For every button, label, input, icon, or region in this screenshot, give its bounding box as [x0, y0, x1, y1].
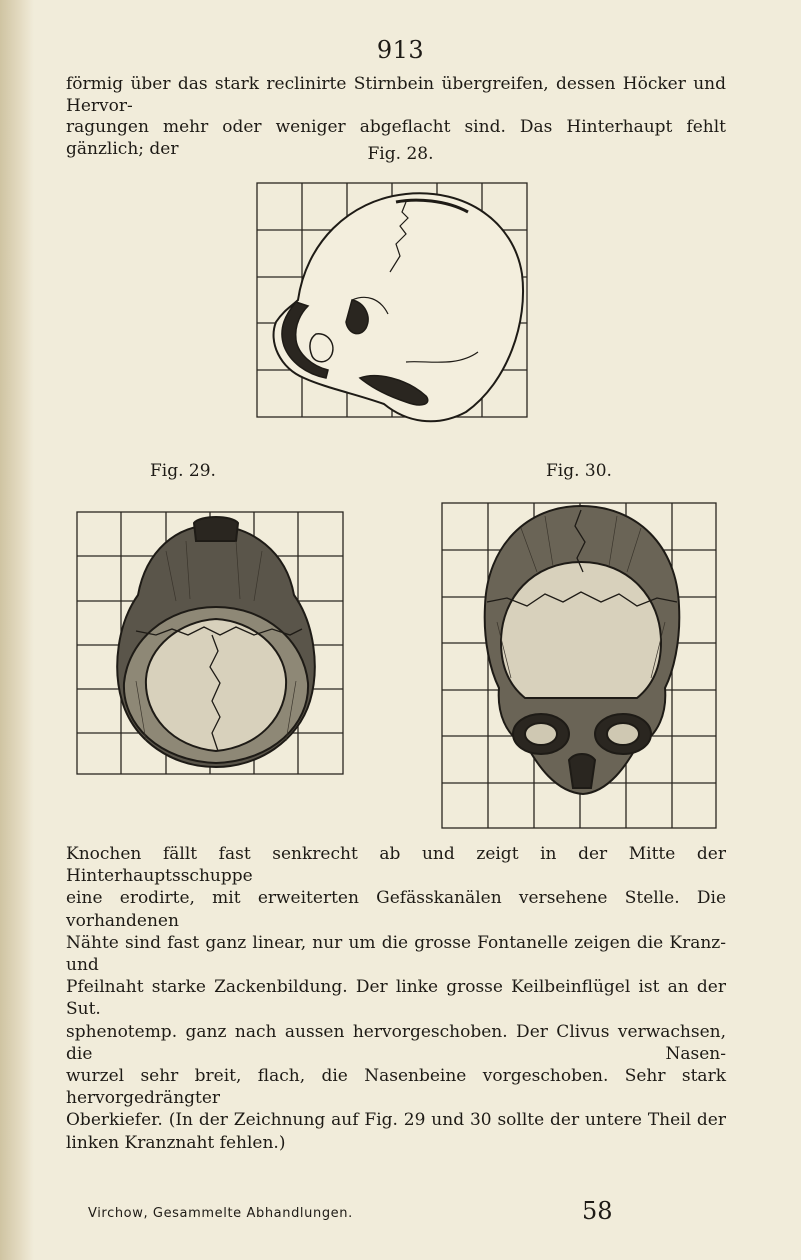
text-line: Nähte sind fast ganz linear, nur um die grosse Fontanelle zeigen die Kranz- und [66, 932, 726, 976]
text-line: eine erodirte, mit erweiterten Gefässkanälen versehene Stelle. Die vorhandenen [66, 888, 726, 931]
figure-28-caption: Fig. 28. [367, 144, 434, 164]
footer-source: Virchow, Gesammelte Abhandlungen. [88, 1206, 353, 1221]
bottom-paragraph [66, 843, 726, 1154]
figure-28-drawing [256, 182, 531, 423]
text-line: Knochen fällt fast senkrecht ab und zeigt in der Mitte der Hinterhauptsschuppe [66, 844, 726, 887]
sheet-number: 58 [582, 1197, 613, 1225]
figure-30-caption: Fig. 30. [546, 461, 612, 481]
skull-lateral-illustration [256, 182, 531, 423]
page-number: 913 [376, 36, 425, 64]
figure-29-caption: Fig. 29. [150, 461, 216, 481]
figure-29-drawing [76, 511, 346, 777]
skull-front-top-illustration [441, 502, 719, 831]
skull-outline [117, 517, 315, 767]
figure-30-drawing [441, 502, 719, 831]
text-line: Pfeilnaht starke Zackenbildung. Der linke grosse Keilbeinflügel ist an der Sut. [66, 977, 726, 1020]
text-line: wurzel sehr breit, flach, die Nasenbeine vorgeschoben. Sehr stark hervorgedrängter [66, 1066, 726, 1109]
skull-top-view-illustration [76, 511, 346, 777]
page-edge-shadow [0, 0, 34, 1260]
text-line: linken Kranznaht fehlen.) [66, 1132, 286, 1153]
text-line: Oberkiefer. (In der Zeichnung auf Fig. 29 und 30 sollte der untere Theil der [66, 1110, 726, 1131]
text-line: förmig über das stark reclinirte Stirnbein übergreifen, dessen Höcker und Hervor- [66, 74, 726, 116]
text-line: ragungen mehr oder weniger abgeflacht sind. Das Hinterhaupt fehlt gänzlich; der [66, 117, 726, 159]
text-line: sphenotemp. ganz nach aussen hervorgeschoben. Der Clivus verwachsen, die Nasen- [66, 1021, 726, 1064]
